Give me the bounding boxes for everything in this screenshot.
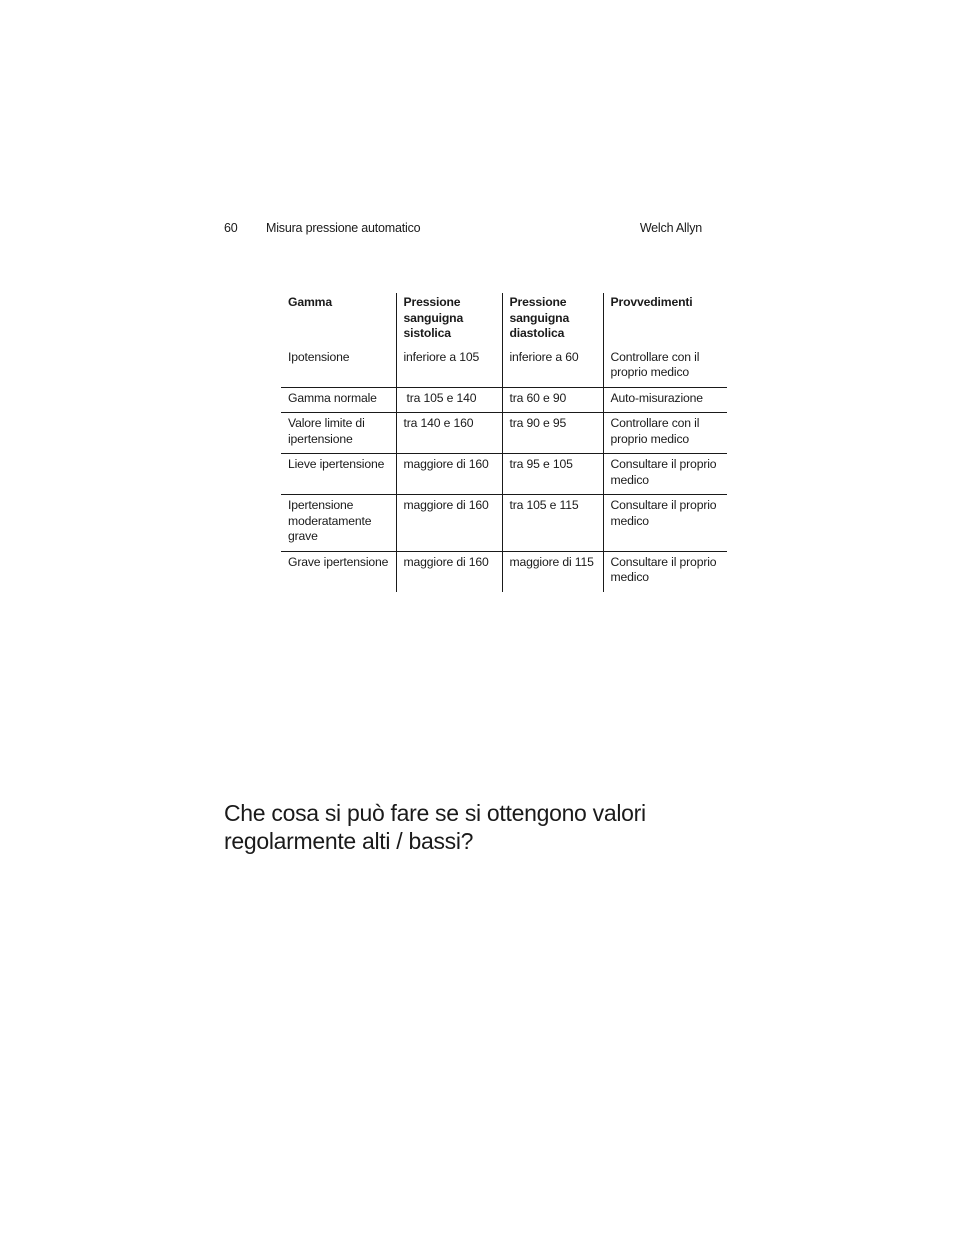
cell-range: Gamma normale (288, 390, 377, 405)
table-row (281, 387, 727, 413)
cell-systolic: maggiore di 160 (396, 551, 502, 592)
section-heading: Che cosa si può fare se si ottengono valori regolarmente alti / bassi? (224, 800, 646, 854)
cell-range: Grave ipertensione (288, 554, 389, 569)
cell-action: Controllare con il proprio medico (603, 413, 727, 454)
cell-diastolic: tra 95 e 105 (502, 454, 603, 495)
cell-diastolic: tra 105 e 115 (502, 495, 603, 552)
table-row (281, 495, 727, 552)
page-number: 60 (224, 221, 238, 235)
cell-systolic: tra 140 e 160 (396, 413, 502, 454)
cell-range: Valore limite di ipertensione (288, 416, 365, 446)
cell-range: Ipertensione moderatamente grave (288, 498, 372, 543)
column-header-action: Provvedimenti (603, 293, 727, 347)
cell-action: Controllare con il proprio medico (603, 347, 727, 388)
cell-action: Consultare il proprio medico (603, 495, 727, 552)
publisher-name: Welch Allyn (639, 221, 702, 235)
cell-diastolic: maggiore di 115 (502, 551, 603, 592)
cell-systolic: maggiore di 160 (396, 495, 502, 552)
cell-systolic: maggiore di 160 (396, 454, 502, 495)
running-section-title: Misura pressione automatico (266, 221, 421, 235)
cell-diastolic: inferiore a 60 (502, 347, 603, 388)
cell-action: Consultare il proprio medico (603, 551, 727, 592)
cell-systolic: tra 105 e 140 (396, 387, 502, 413)
table-header-row (281, 293, 727, 347)
table-row (281, 454, 727, 495)
column-header-diastolic: Pressione sanguigna diastolica (502, 293, 603, 347)
cell-range: Lieve ipertensione (288, 457, 385, 471)
cell-diastolic: tra 90 e 95 (502, 413, 603, 454)
column-header-systolic: Pressione sanguigna sistolica (396, 293, 502, 347)
cell-systolic: inferiore a 105 (396, 347, 502, 388)
cell-action: Consultare il proprio medico (603, 454, 727, 495)
table-row (281, 413, 727, 454)
table-row (281, 347, 727, 388)
cell-diastolic: tra 60 e 90 (502, 387, 603, 413)
blood-pressure-range-table (281, 293, 727, 592)
running-header (224, 221, 702, 239)
column-header-range: Gamma (288, 295, 332, 309)
cell-action: Auto-misurazione (603, 387, 727, 413)
table-row (281, 551, 727, 592)
cell-range: Ipotensione (288, 349, 350, 364)
